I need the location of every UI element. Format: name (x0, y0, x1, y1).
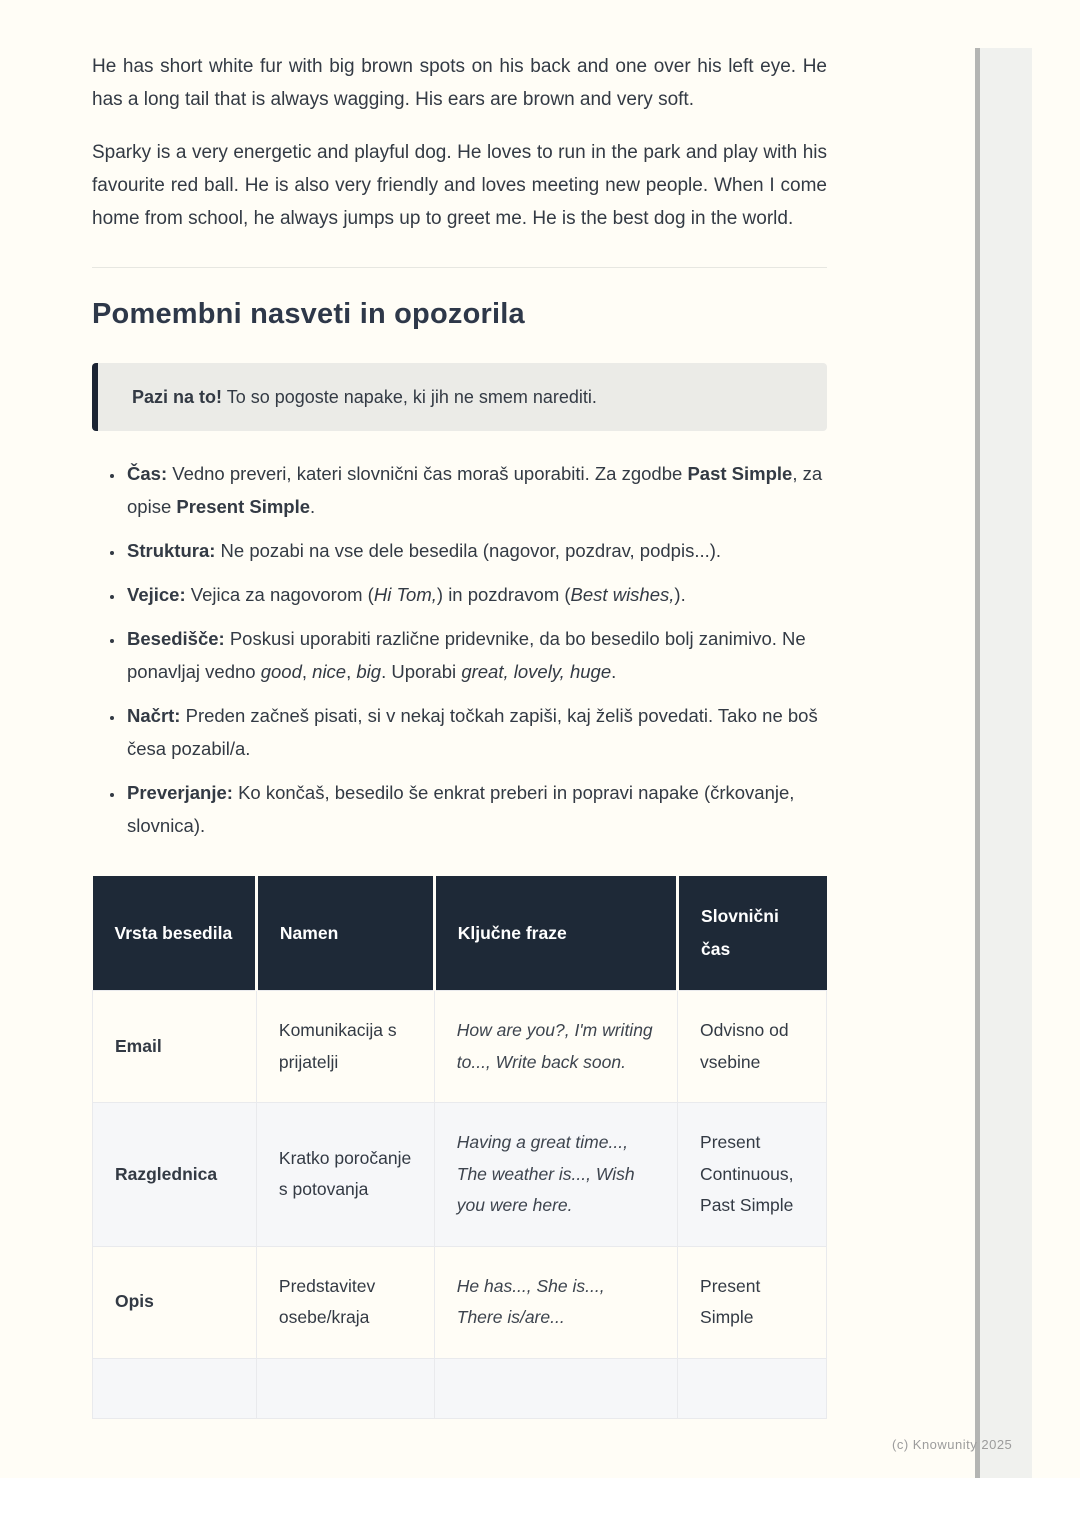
table-cell-tense: Odvisno od vsebine (678, 991, 827, 1103)
table-cell (678, 1358, 827, 1418)
section-title: Pomembni nasveti in opozorila (92, 298, 525, 330)
tip-item: • Načrt: Preden začneš pisati, si v nekaj točkah zapiši, kaj želiš povedati. Tako ne boš česa pozabil/a. (125, 699, 827, 765)
table-cell-purpose: Komunikacija s prijatelji (256, 991, 434, 1103)
table-cell (434, 1358, 677, 1418)
callout-text (132, 382, 801, 412)
table-cell-type: Email (93, 991, 257, 1103)
table-cell-type: Razglednica (93, 1103, 257, 1247)
tip-item: • Struktura: Ne pozabi na vse dele besedila (nagovor, pozdrav, podpis...). (125, 534, 827, 567)
table-cell-type: Opis (93, 1246, 257, 1358)
tip-item: • Čas: Vedno preveri, kateri slovnični čas moraš uporabiti. Za zgodbe Past Simple, za opise Present Simple. (125, 457, 827, 523)
essay-paragraph: He has short white fur with big brown spots on his back and one over his left eye. He has a long tail that is always wagging. His ears are brown and very soft. (92, 56, 827, 110)
tip-item: • Besedišče: Poskusi uporabiti različne pridevnike, da bo besedilo bolj zanimivo. Ne ponavljaj vedno good, nice, big. Uporabi great, lovely, huge. (125, 622, 827, 688)
table-header-row (93, 876, 827, 991)
writing-types-table (92, 876, 827, 1419)
table-cell-tense: Present Simple (678, 1246, 827, 1358)
table-header-cell: Slovnični čas (678, 876, 827, 991)
tip-item: • Preverjanje: Ko končaš, besedilo še enkrat preberi in popravi napake (črkovanje, slovnica). (125, 776, 827, 842)
essay-paragraph: Sparky is a very energetic and playful dog. He loves to run in the park and play with his favourite red ball. He is also very friendly and loves meeting new people. When I come home from school, he always jumps up to greet me. He is the best dog in the world. (92, 142, 827, 229)
warning-callout (92, 363, 827, 431)
table-cell-phrases: Having a great time..., The weather is..., Wish you were here. (434, 1103, 677, 1247)
tips-list (92, 457, 827, 842)
callout-body: To so pogoste napake, ki jih ne smem narediti. (222, 387, 597, 407)
table-row (93, 1103, 827, 1247)
table-row (93, 991, 827, 1103)
section-divider (92, 267, 827, 268)
table-cell-tense: Present Continuous, Past Simple (678, 1103, 827, 1247)
table-row (93, 1246, 827, 1358)
callout-label: Pazi na to! (132, 387, 223, 407)
table-cell-purpose: Kratko poročanje s potovanja (256, 1103, 434, 1247)
table-header-cell: Ključne fraze (434, 876, 677, 991)
tip-item: • Vejice: Vejica za nagovorom (Hi Tom,) in pozdravom (Best wishes,). (125, 578, 827, 611)
table-header-cell: Vrsta besedila (93, 876, 257, 991)
table-cell-phrases: He has..., She is..., There is/are... (434, 1246, 677, 1358)
table-header-cell: Namen (256, 876, 434, 991)
table-row-clipped (93, 1358, 827, 1418)
copyright-watermark: (c) Knowunity 2025 (892, 1437, 1013, 1452)
document-content (92, 0, 827, 1419)
table-cell (256, 1358, 434, 1418)
table-cell-purpose: Predstavitev osebe/kraja (256, 1246, 434, 1358)
essay-text (92, 50, 827, 235)
table-cell (93, 1358, 257, 1418)
table-cell-phrases: How are you?, I'm writing to..., Write back soon. (434, 991, 677, 1103)
scrollbar[interactable] (975, 48, 1032, 1478)
